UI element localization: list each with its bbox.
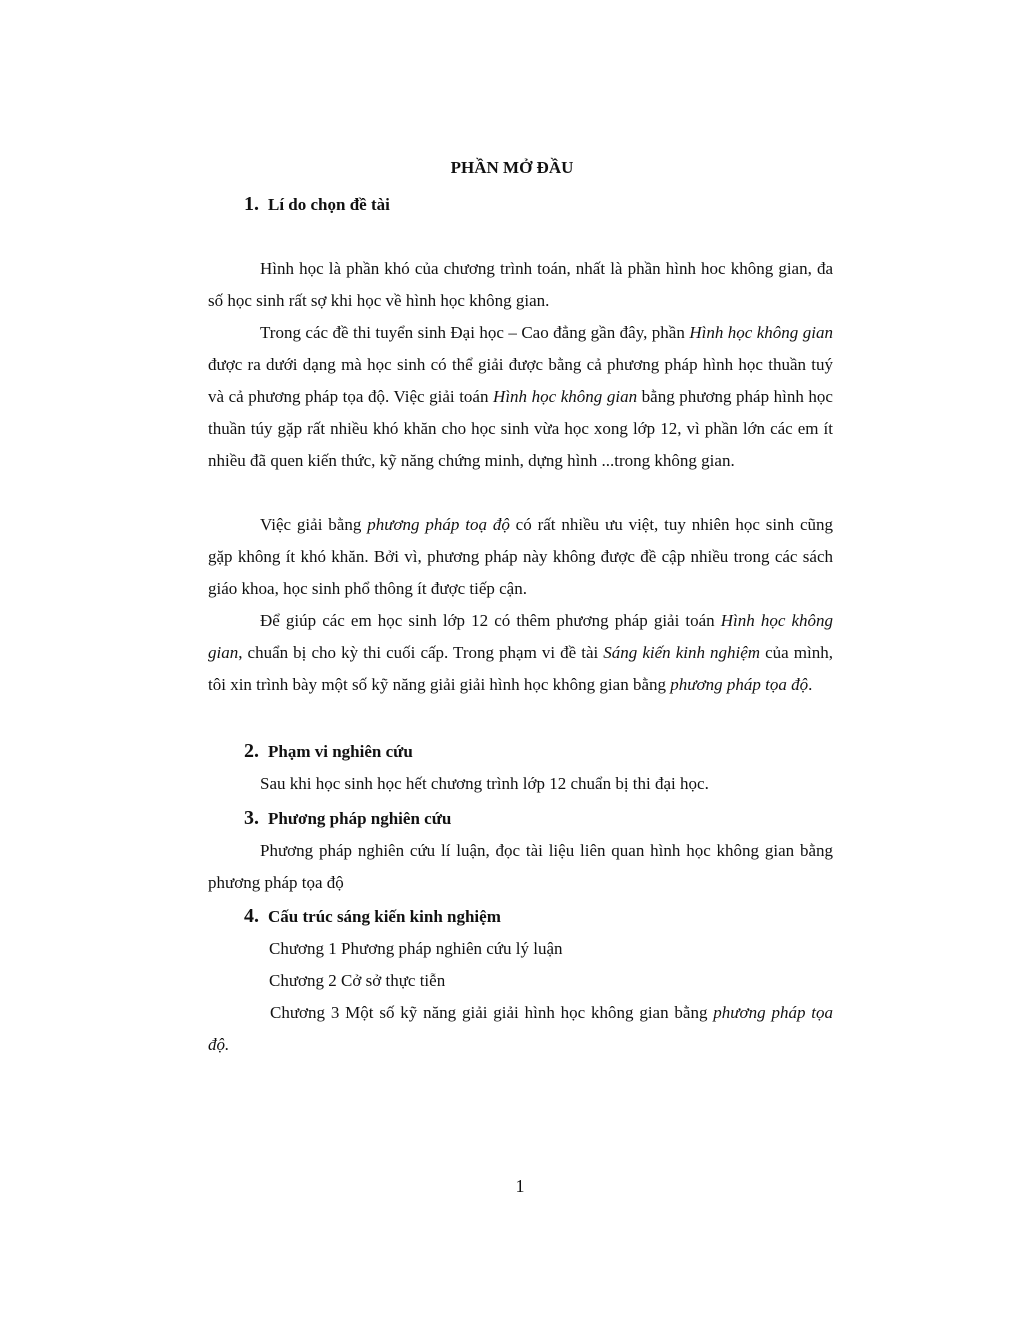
- section-number: 1.: [244, 193, 259, 215]
- page-number: 1: [515, 1176, 525, 1196]
- paragraph-reason-1: Hình học là phần khó của chương trình toán, nhất là phần hình hoc không gian, đa số học sinh rất sợ khi học về hình học không gian.: [208, 259, 833, 310]
- paragraph-reason-2: Trong các đề thi tuyển sinh Đại học – Cao đẳng gần đây, phần Hình học không gian được ra dưới dạng mà học sinh có thể giải được bằng cả phương pháp hình học thuần tuý và cả phương pháp tọa độ. Việc giải toán Hình học không gian bằng phương pháp hình học thuần túy gặp rất nhiều khó khăn cho học sinh vừa học xong lớp 12, vì phần lớn các em ít nhiều đã quen kiến thức, kỹ năng chứng minh, dựng hình ...trong không gian.: [208, 323, 833, 470]
- section-heading-2: [244, 740, 413, 763]
- section-title: Phương pháp nghiên cứu: [268, 809, 452, 828]
- paragraph-reason-3: Việc giải bằng phương pháp toạ độ có rất nhiều ưu việt, tuy nhiên học sinh cũng gặp không ít khó khăn. Bởi vì, phương pháp này không được đề cập nhiều trong các sách giáo khoa, học sinh phổ thông ít được tiếp cận.: [208, 515, 834, 598]
- section-number: 3.: [244, 807, 259, 829]
- section-title: Cấu trúc sáng kiến kinh nghiệm: [268, 907, 501, 926]
- chapter-1: Chương 1 Phương pháp nghiên cứu lý luận: [269, 939, 563, 958]
- method-text: Phương pháp nghiên cứu lí luận, đọc tài liệu liên quan hình học không gian bằng phương pháp tọa độ: [208, 841, 833, 892]
- section-heading-4: [244, 905, 501, 928]
- section-heading-1: [244, 193, 390, 216]
- chapter-2: Chương 2 Cở sở thực tiễn: [269, 971, 446, 990]
- section-number: 2.: [244, 740, 259, 762]
- section-title: Phạm vi nghiên cứu: [268, 742, 413, 761]
- page-title: PHẦN MỞ ĐẦU: [450, 158, 574, 177]
- section-heading-3: [244, 807, 451, 830]
- section-title: Lí do chọn đề tài: [268, 195, 390, 214]
- paragraph-reason-4: Để giúp các em học sinh lớp 12 có thêm phương pháp giải toán Hình học không gian, chuẩn bị cho kỳ thi cuối cấp. Trong phạm vi đề tài Sáng kiến kinh nghiệm của mình, tôi xin trình bày một số kỹ năng giải giải hình học không gian bằng phương pháp tọa độ.: [208, 611, 834, 694]
- section-number: 4.: [244, 905, 259, 927]
- chapter-3: Chương 3 Một số kỹ năng giải giải hình học không gian bằng phương pháp tọa độ.: [208, 1003, 833, 1054]
- scope-text: Sau khi học sinh học hết chương trình lớp 12 chuẩn bị thi đại học.: [260, 774, 709, 793]
